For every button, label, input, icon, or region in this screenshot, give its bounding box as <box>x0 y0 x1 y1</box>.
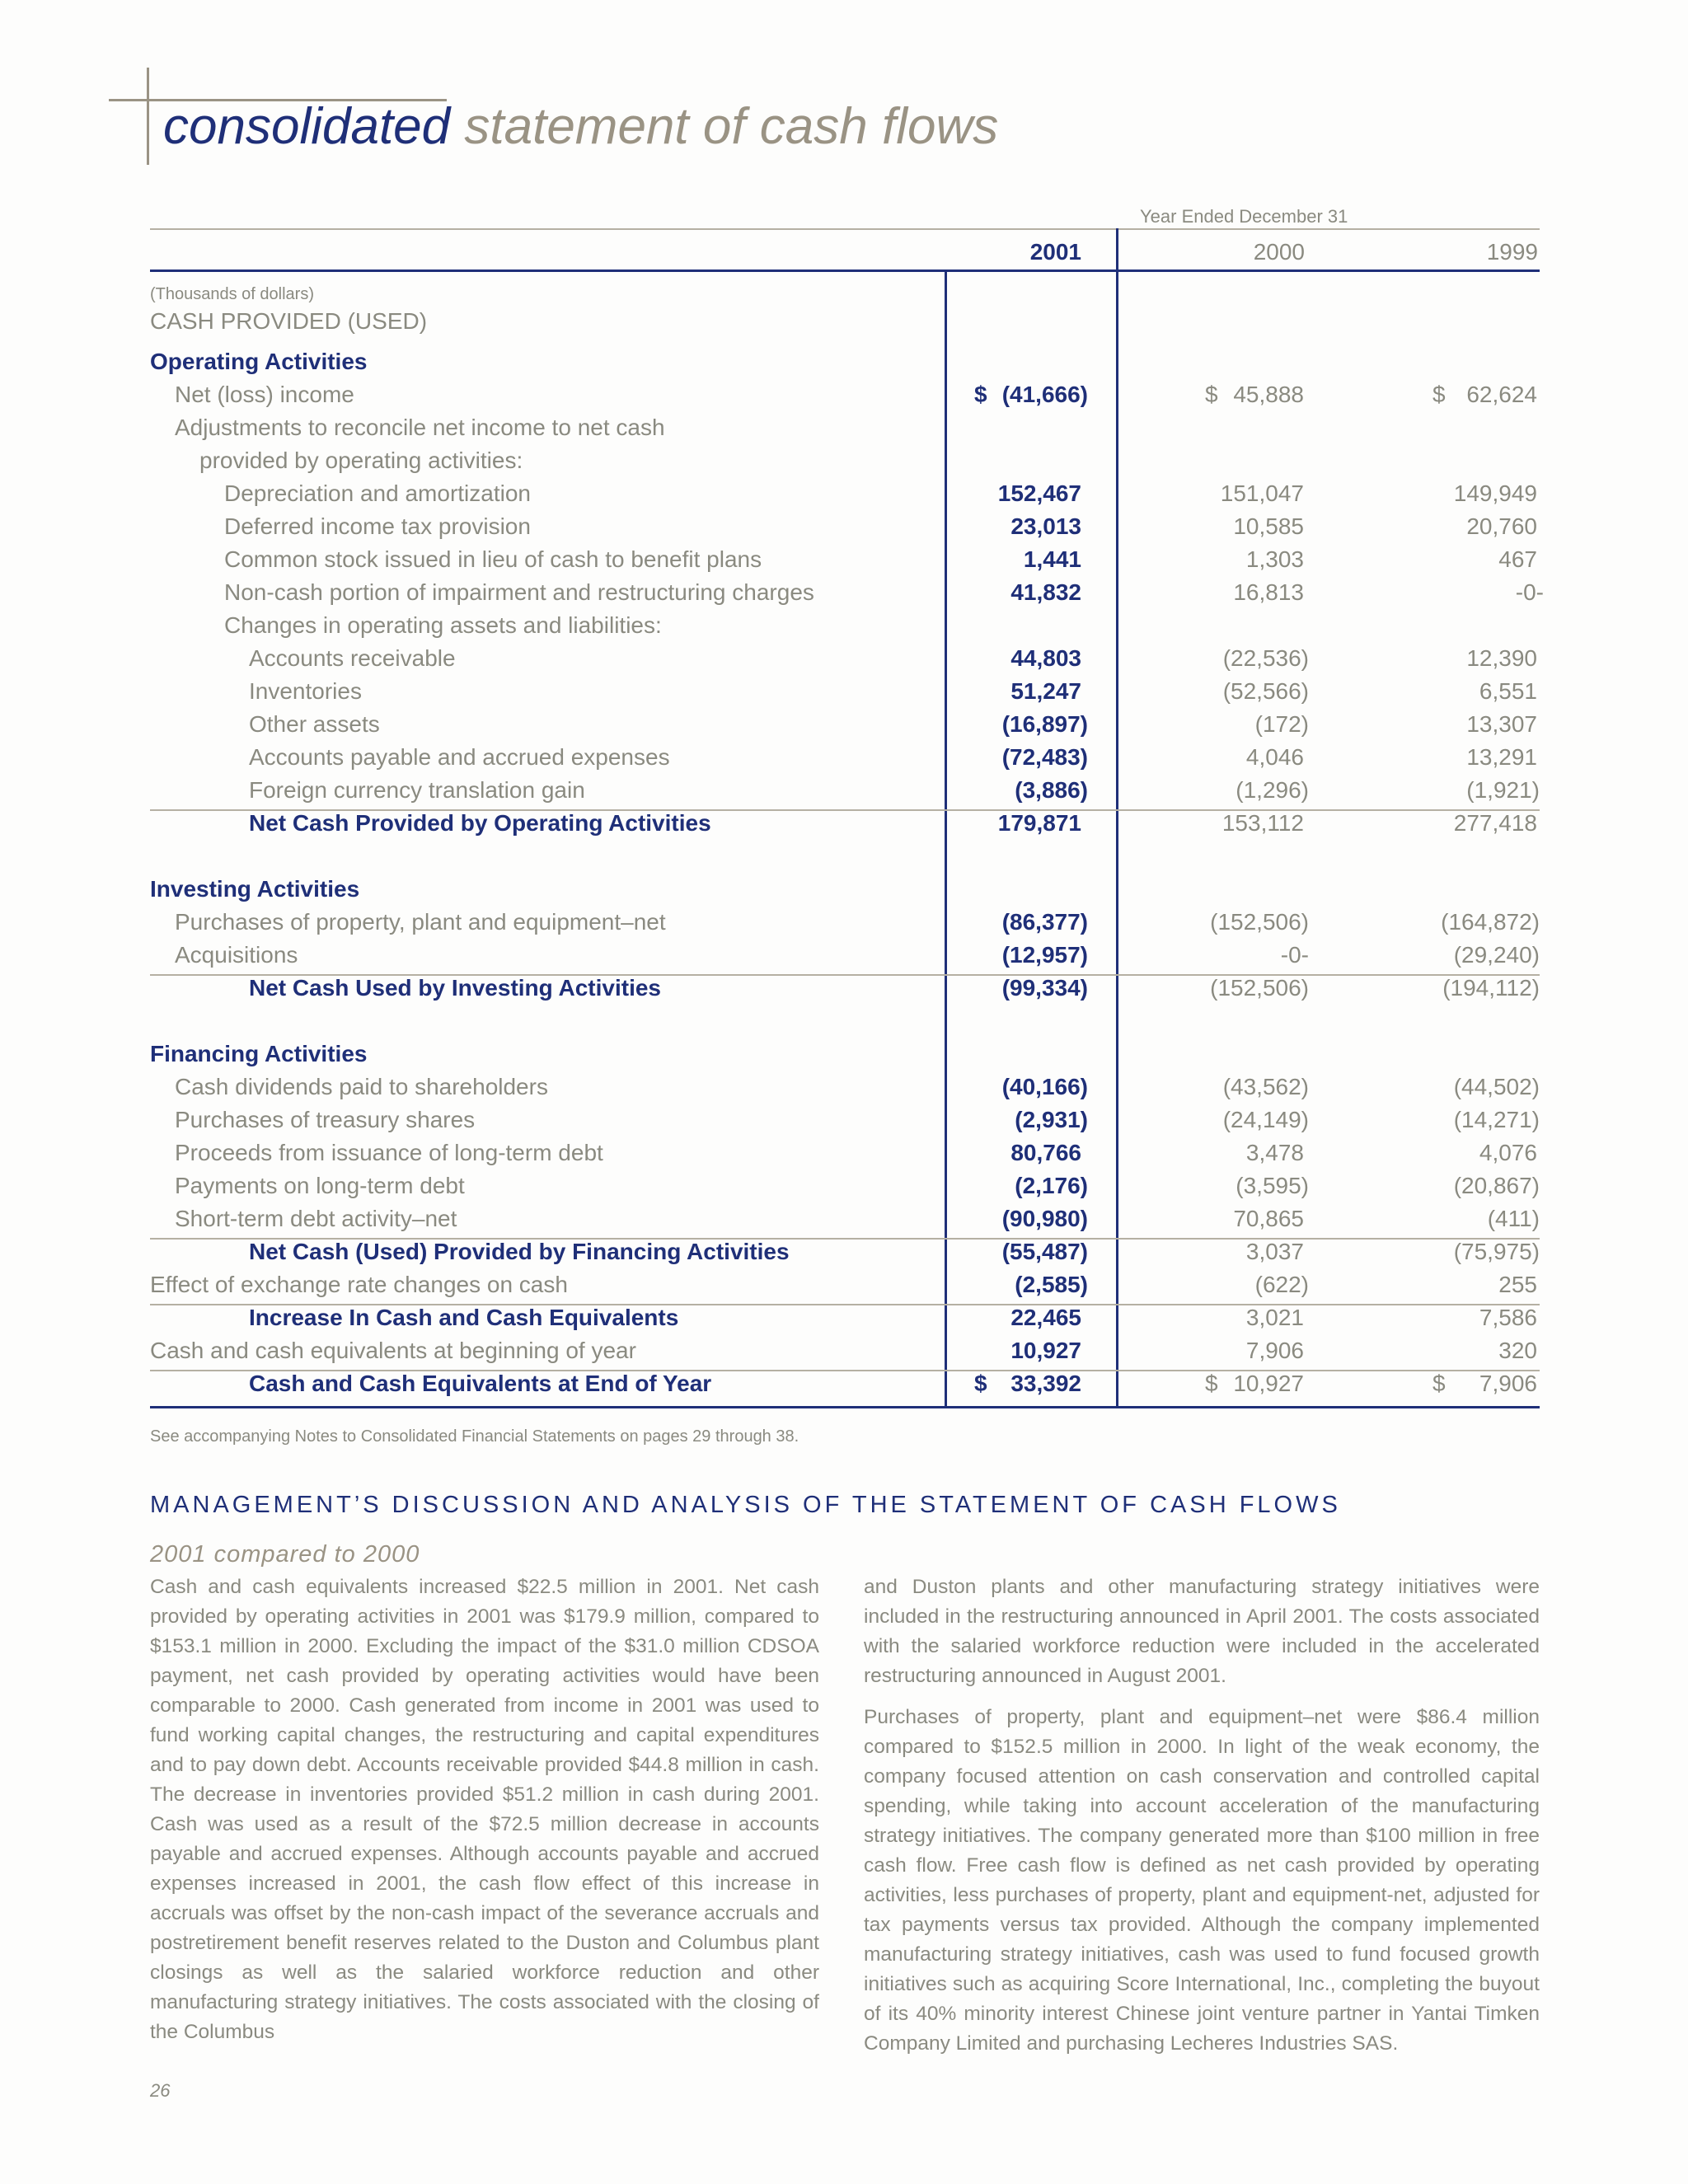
currency-sign: $ <box>1205 1371 1218 1396</box>
currency-sign: $ <box>1205 382 1218 407</box>
table-row <box>0 411 1688 444</box>
value-2001: 33,392 <box>1010 1371 1081 1396</box>
section-caption: CASH PROVIDED (USED) <box>150 308 428 334</box>
table-row <box>0 1334 1688 1367</box>
year-2000-header: 2000 <box>1253 239 1305 265</box>
value-2000: 153,112 <box>1221 810 1304 836</box>
table-row <box>0 576 1688 609</box>
value-1999: 255 <box>1498 1272 1537 1297</box>
value-2001: (3,886) <box>1015 777 1088 803</box>
table-row <box>0 609 1688 642</box>
value-2000: 10,927 <box>1233 1371 1304 1396</box>
row-label: Purchases of property, plant and equipment–net <box>175 909 666 935</box>
footnote: See accompanying Notes to Consolidated Financial Statements on pages 29 through 38. <box>150 1427 799 1446</box>
value-2001: 1,441 <box>1023 546 1081 572</box>
row-label: Cash and cash equivalents at beginning of year <box>150 1338 636 1363</box>
row-label: Payments on long-term debt <box>175 1173 465 1198</box>
value-2000: (22,536) <box>1222 645 1309 671</box>
value-2001: 10,927 <box>1010 1338 1081 1363</box>
table-row <box>0 906 1688 939</box>
value-1999: 277,418 <box>1453 810 1537 836</box>
value-1999: (44,502) <box>1453 1074 1540 1099</box>
header-bottom-rule <box>150 269 1540 272</box>
row-label: Effect of exchange rate changes on cash <box>150 1272 568 1297</box>
total-label: Cash and Cash Equivalents at End of Year <box>249 1371 712 1396</box>
table-bottom-rule <box>150 1406 1540 1408</box>
value-2001: (90,980) <box>1001 1206 1088 1231</box>
value-2000: 10,585 <box>1233 513 1304 539</box>
currency-sign: $ <box>974 382 987 407</box>
row-label: Net (loss) income <box>175 382 354 407</box>
page-title <box>163 97 998 156</box>
row-label: Depreciation and amortization <box>224 480 531 506</box>
table-row <box>0 1038 1688 1071</box>
value-2001: (41,666) <box>1001 382 1088 407</box>
value-1999: (75,975) <box>1453 1239 1540 1264</box>
value-2000: 16,813 <box>1233 579 1304 605</box>
value-2001: (16,897) <box>1001 711 1088 737</box>
value-2000: 4,046 <box>1245 744 1304 770</box>
table-row <box>0 774 1688 807</box>
table-row <box>0 1104 1688 1137</box>
table-row <box>0 873 1688 906</box>
value-1999: 62,624 <box>1466 382 1537 407</box>
mda-subheading: 2001 compared to 2000 <box>150 1541 420 1568</box>
table-row <box>0 1202 1688 1235</box>
row-label: Accounts receivable <box>249 645 456 671</box>
value-2001: 51,247 <box>1010 678 1081 704</box>
value-1999: (411) <box>1487 1206 1540 1231</box>
row-label: Accounts payable and accrued expenses <box>249 744 670 770</box>
table-row <box>0 1367 1688 1400</box>
row-label: Short-term debt activity–net <box>175 1206 457 1231</box>
value-2001: 41,832 <box>1010 579 1081 605</box>
value-2001: (2,585) <box>1015 1272 1088 1297</box>
value-2001: 179,871 <box>997 810 1081 836</box>
year-1999-header: 1999 <box>1486 239 1538 265</box>
value-1999: 6,551 <box>1479 678 1537 704</box>
value-2001: (99,334) <box>1001 975 1088 1001</box>
currency-sign: $ <box>1432 1371 1446 1396</box>
table-row <box>0 1301 1688 1334</box>
mda-left-column <box>150 1572 819 2047</box>
value-2000: (152,506) <box>1210 909 1309 935</box>
value-1999: 320 <box>1498 1338 1537 1363</box>
value-2001: (55,487) <box>1001 1239 1088 1264</box>
value-2000: 151,047 <box>1220 480 1304 506</box>
value-1999: 13,291 <box>1466 744 1537 770</box>
paragraph: and Duston plants and other manufacturing strategy initiatives were included in the restructuring announced in April 2001. The costs associated with the salaried workforce reduction were included in the accelerated restructuring announced in August 2001. <box>864 1576 1540 1687</box>
value-1999: (1,921) <box>1466 777 1540 803</box>
value-2000: (43,562) <box>1222 1074 1309 1099</box>
title-emphasis: consolidated <box>163 98 451 155</box>
table-row <box>0 807 1688 840</box>
row-label: Non-cash portion of impairment and restructuring charges <box>224 579 814 605</box>
table-row <box>0 675 1688 708</box>
row-label: Acquisitions <box>175 942 298 968</box>
table-row <box>0 708 1688 741</box>
value-2001: 44,803 <box>1010 645 1081 671</box>
section-header: Operating Activities <box>150 349 368 374</box>
row-label: Proceeds from issuance of long-term debt <box>175 1140 603 1165</box>
table-row <box>0 378 1688 411</box>
table-row <box>0 1169 1688 1202</box>
page-number: 26 <box>150 2080 171 2101</box>
value-2001: 23,013 <box>1010 513 1081 539</box>
value-1999: 7,906 <box>1479 1371 1537 1396</box>
value-2000: (3,595) <box>1236 1173 1309 1198</box>
subtotal-label: Net Cash Used by Investing Activities <box>249 975 661 1001</box>
value-1999: 12,390 <box>1466 645 1537 671</box>
paragraph: Purchases of property, plant and equipment–net were $86.4 million compared to $152.5 million in 2000. In light of the weak economy, the company focused attention on cash conservation and controlled capital spending, while taking into account acceleration of the manufacturing strategy initiatives. The company generated more than $100 million in free cash flow. Free cash flow is defined as net cash provided by operating activities, less purchases of property, plant and equipment-net, adjusted for tax payments versus tax provided. Although the company implemented manufacturing strategy initiatives, cash was used to fund focused growth initiatives such as acquiring Score International, Inc., completing the buyout of its 40% minority interest Chinese joint venture partner in Yantai Timken Company Limited and purchasing Lecheres Industries SAS. <box>864 1706 1540 2055</box>
row-label: provided by operating activities: <box>199 448 523 473</box>
value-1999: (14,271) <box>1453 1107 1540 1132</box>
row-label: Changes in operating assets and liabilities: <box>224 612 662 638</box>
table-row <box>0 1071 1688 1104</box>
row-label: Other assets <box>249 711 380 737</box>
value-1999: 20,760 <box>1466 513 1537 539</box>
value-2000: (152,506) <box>1210 975 1309 1001</box>
subtotal-label: Net Cash (Used) Provided by Financing Activities <box>249 1239 790 1264</box>
value-2000: (172) <box>1254 711 1309 737</box>
table-row <box>0 741 1688 774</box>
value-1999: -0- <box>1515 579 1544 605</box>
table-row <box>0 444 1688 477</box>
section-header: Financing Activities <box>150 1041 368 1066</box>
currency-sign: $ <box>974 1371 987 1396</box>
row-label: Deferred income tax provision <box>224 513 531 539</box>
subtotal-label: Increase In Cash and Cash Equivalents <box>249 1305 679 1330</box>
title-rule-vertical <box>147 68 149 165</box>
table-row <box>0 477 1688 510</box>
value-1999: (20,867) <box>1453 1173 1540 1198</box>
value-1999: (164,872) <box>1441 909 1540 935</box>
value-2000: 7,906 <box>1245 1338 1304 1363</box>
value-2000: 1,303 <box>1245 546 1304 572</box>
currency-sign: $ <box>1432 382 1446 407</box>
value-2001: 152,467 <box>997 480 1081 506</box>
value-1999: 467 <box>1498 546 1537 572</box>
value-2000: (1,296) <box>1236 777 1309 803</box>
value-2000: 70,865 <box>1233 1206 1304 1231</box>
row-label: Purchases of treasury shares <box>175 1107 476 1132</box>
row-label: Adjustments to reconcile net income to net cash <box>175 415 665 440</box>
value-2001: (12,957) <box>1001 942 1088 968</box>
units-label: (Thousands of dollars) <box>150 285 314 303</box>
value-2001: (72,483) <box>1001 744 1088 770</box>
value-2001: (2,931) <box>1015 1107 1088 1132</box>
value-2001: 22,465 <box>1010 1305 1081 1330</box>
value-2000: 45,888 <box>1233 382 1304 407</box>
table-row <box>0 510 1688 543</box>
mda-heading: MANAGEMENT’S DISCUSSION AND ANALYSIS OF THE STATEMENT OF CASH FLOWS <box>150 1492 1341 1518</box>
value-1999: 149,949 <box>1453 480 1537 506</box>
table-row <box>0 543 1688 576</box>
value-2000: -0- <box>1280 942 1309 968</box>
mda-right-column <box>864 1572 1540 2059</box>
table-row <box>0 642 1688 675</box>
section-header: Investing Activities <box>150 876 360 902</box>
table-row <box>0 345 1688 378</box>
period-label: Year Ended December 31 <box>1140 206 1348 227</box>
title-rest: statement of cash flows <box>464 98 999 155</box>
value-2000: 3,478 <box>1245 1140 1304 1165</box>
value-2000: 3,037 <box>1245 1239 1304 1264</box>
value-2001: 80,766 <box>1010 1140 1081 1165</box>
table-row <box>0 1268 1688 1301</box>
value-1999: 13,307 <box>1466 711 1537 737</box>
value-2001: (40,166) <box>1001 1074 1088 1099</box>
table-row <box>0 1137 1688 1169</box>
value-2001: (86,377) <box>1001 909 1088 935</box>
table-row <box>0 939 1688 972</box>
year-2001-header: 2001 <box>1029 239 1081 265</box>
value-1999: (29,240) <box>1453 942 1540 968</box>
value-1999: 4,076 <box>1479 1140 1537 1165</box>
value-2000: (52,566) <box>1222 678 1309 704</box>
value-2001: (2,176) <box>1015 1173 1088 1198</box>
paragraph: Cash and cash equivalents increased $22.5 million in 2001. Net cash provided by operating activities in 2001 was $179.9 million, compared to $153.1 million in 2000. Excluding the impact of the $31.0 million CDSOA payment, net cash provided by operating activities would have been comparable to 2000. Cash generated from income in 2001 was used to fund working capital changes, the restructuring and capital expenditures and to pay down debt. Accounts receivable provided $44.8 million in cash. The decrease in inventories provided $51.2 million in cash during 2001. Cash was used as a result of the $72.5 million decrease in accounts payable and accrued expenses. Although accounts payable and accrued expenses increased in 2001, the cash flow effect of this increase in accruals was offset by the non-cash impact of the severance accruals and postretirement benefit reserves related to the Duston and Columbus plant closings as well as the salaried workforce reduction and other manufacturing strategy initiatives. The costs associated with the closing of the Columbus <box>150 1576 819 2043</box>
caption-row <box>0 305 1688 338</box>
subtotal-label: Net Cash Provided by Operating Activities <box>249 810 711 836</box>
value-2000: 3,021 <box>1245 1305 1304 1330</box>
row-label: Inventories <box>249 678 362 704</box>
value-1999: (194,112) <box>1442 975 1540 1001</box>
row-label: Foreign currency translation gain <box>249 777 585 803</box>
table-row <box>0 972 1688 1005</box>
row-label: Cash dividends paid to shareholders <box>175 1074 548 1099</box>
table-row <box>0 1235 1688 1268</box>
value-2000: (622) <box>1254 1272 1309 1297</box>
value-2000: (24,149) <box>1222 1107 1309 1132</box>
header-top-rule <box>150 228 1540 230</box>
value-1999: 7,586 <box>1479 1305 1537 1330</box>
row-label: Common stock issued in lieu of cash to benefit plans <box>224 546 762 572</box>
